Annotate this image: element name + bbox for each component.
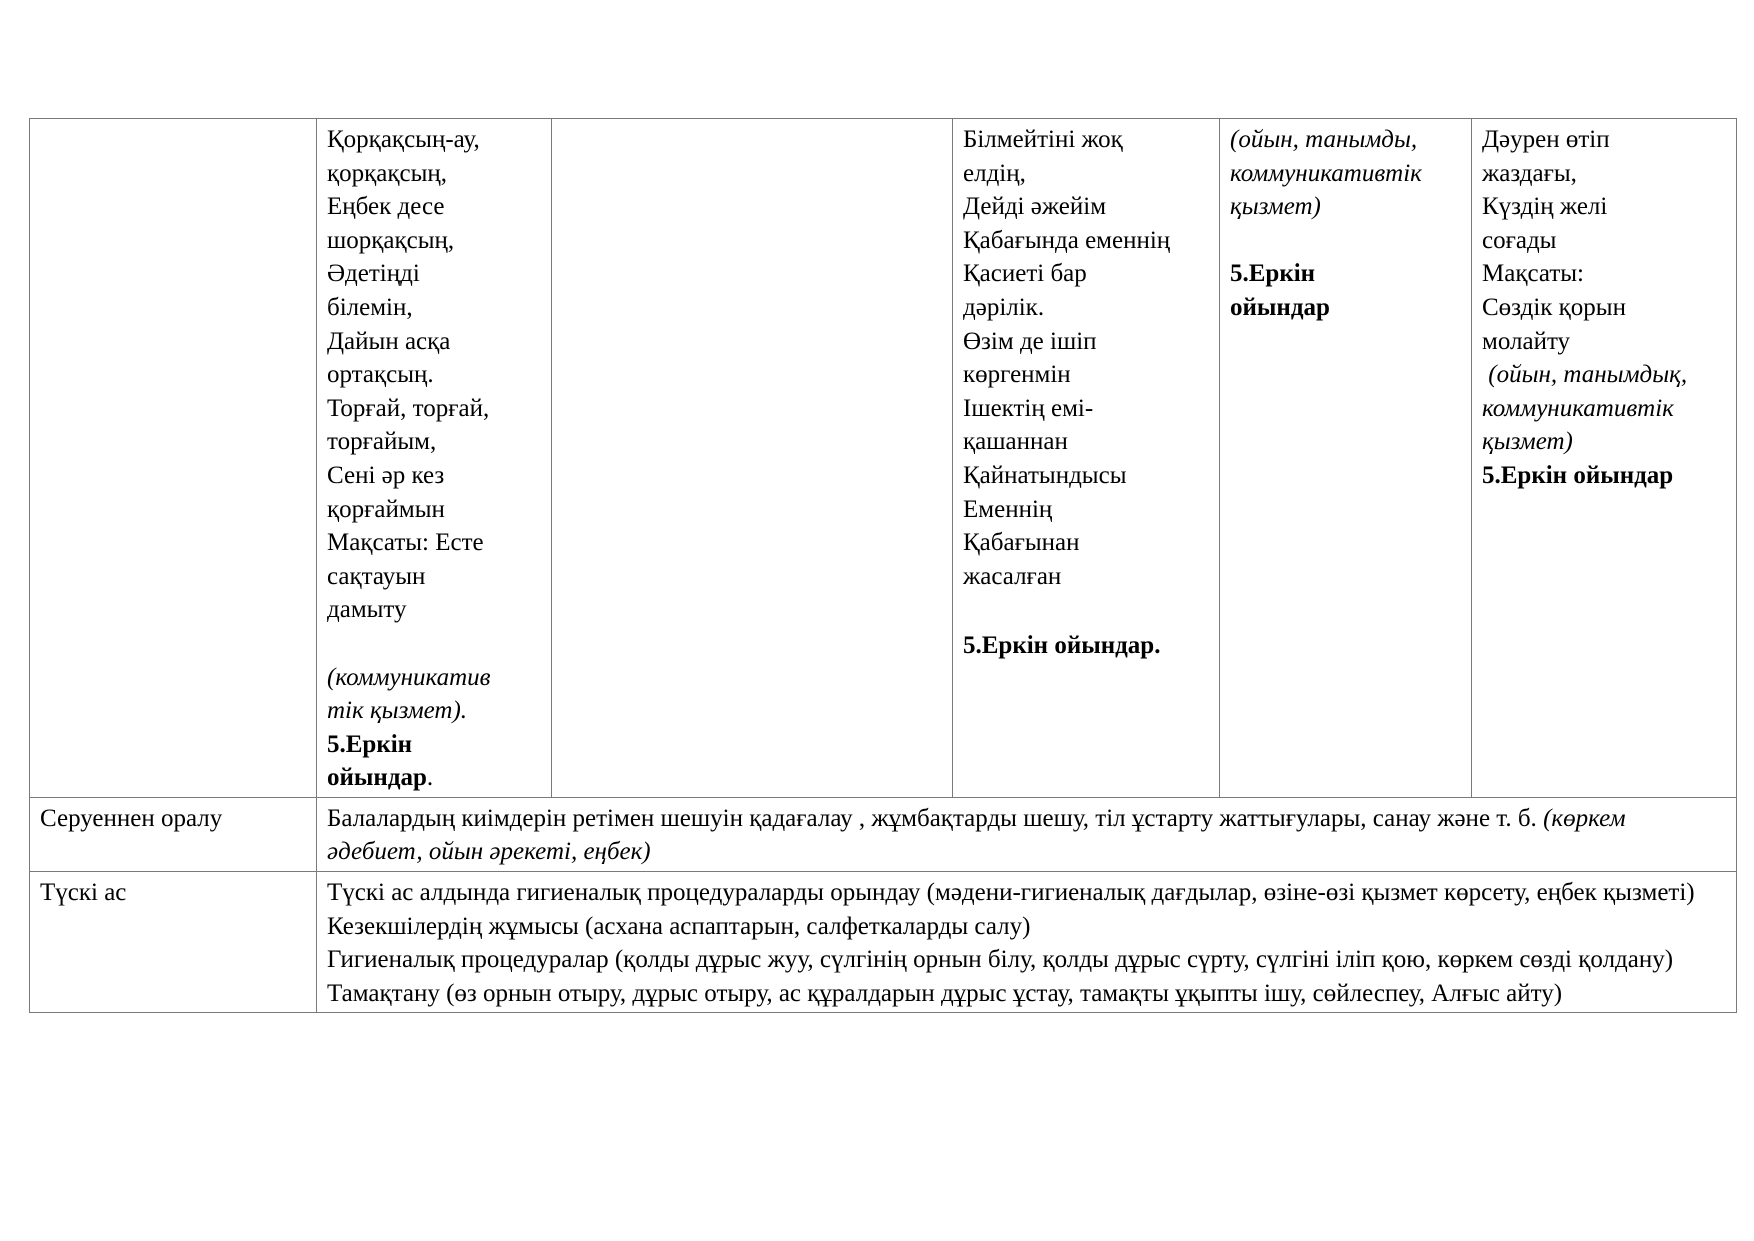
poem-line: Торғай, торғай, [327,394,490,422]
poem-line: ортақсың. [327,361,434,389]
poem-line: Дайын асқа [327,327,451,355]
free-games-heading-line [327,761,541,795]
poem-line: Қорқақсың-ау, [327,126,480,153]
free-games-heading: 5.Еркін [1230,260,1316,288]
activity-note: қызмет) [1482,428,1573,456]
spacer [963,593,1209,629]
poem-line: шорқақсың, [327,226,455,254]
poem-line: Білмейтіні жоқ [963,126,1123,153]
goal-line: Сөздік қорын [1482,293,1626,321]
poem-line: Еменнің [963,495,1053,523]
free-games-heading: 5.Еркін ойындар [1482,461,1674,489]
plan-table [29,118,1737,1013]
poem-line: қорқақсың, [327,159,448,187]
row-label-cell-empty [30,119,317,798]
activity-cell [1220,119,1472,798]
activity-note: (ойын, танымдық, [1482,361,1688,389]
goal-line: Мақсаты: [1482,260,1584,288]
spacer [327,627,541,661]
poem-line: Күздің желі [1482,193,1608,221]
poem-line: білемін, [327,293,413,321]
goal-line: молайту [1482,327,1571,355]
poem-line: Дәурен өтіп [1482,126,1610,153]
free-games-dot: . [426,764,434,792]
empty-cell [552,119,953,798]
poem-line: Қабағынан [963,529,1080,557]
poem-cell-oak [953,119,1220,798]
goal-line: Мақсаты: Есте [327,529,484,557]
poem-line: көргенмін [963,361,1071,389]
poem-line: Еңбек десе [327,193,445,221]
poem-cell-autumn [1472,119,1737,798]
poem-line: Қайнатындысы [963,461,1127,489]
row-content [317,872,1737,1013]
poem-line: Әдетіңді [327,260,420,288]
row-label: Серуеннен оралу [30,797,317,871]
poem-line: торғайым, [327,428,437,456]
return-walk-text: Балалардың киімдерін ретімен шешуін қадағалау , жұмбақтарды шешу, тіл ұстарту жаттығулары, санау және т. б. [327,804,1544,832]
poem-line: соғады [1482,226,1557,254]
poem-line: Өзім де ішіп [963,327,1097,355]
poem-line: дәрілік. [963,293,1045,321]
goal-line: дамыту [327,596,407,624]
poem-line: жаздағы, [1482,159,1577,187]
table-row-activities [30,119,1737,798]
poem-line: жасалған [963,562,1062,590]
free-games-heading: ойындар [1230,293,1330,321]
poem-line: қашаннан [963,428,1068,456]
free-games-word: ойындар [327,764,427,792]
poem-line: елдің, [963,159,1026,187]
activity-note: (көркем әдебиет, ойын әрекеті, еңбек) [327,804,1626,866]
lunch-paragraph: Кезекшілердің жұмысы (асхана аспаптарын, салфеткаларды салу) [327,912,1031,940]
lunch-paragraph: Гигиеналық процедуралар (қолды дұрыс жуу, сүлгінің орнын білу, қолды дұрыс сүрту, сүлгіні іліп қою, көркем сөзді қолдану) [327,946,1674,974]
free-games-heading: 5.Еркін ойындар. [963,632,1161,660]
poem-line: қорғаймын [327,495,445,523]
poem-line: Ішектің емі- [963,394,1094,422]
goal-line: сақтауын [327,562,426,590]
poem-line: Қасиеті бар [963,260,1087,288]
spacer [1230,224,1461,258]
lunch-paragraph: Түскі ас алдында гигиеналық процедураларды орындау (мәдени-гигиеналық дағдылар, өзіне-өзі қызмет көрсету, еңбек қызметі) [327,879,1695,907]
table-row-lunch [30,872,1737,1013]
lunch-paragraph: Тамақтану (өз орнын отыру, дұрыс отыру, ас құралдарын дұрыс ұстау, тамақты ұқыпты ішу, сөйлеспеу, Алғыс айту) [327,979,1563,1007]
activity-note: тік қызмет). [327,697,468,725]
activity-note: қызмет) [1230,193,1321,221]
activity-note: коммуникативтік [1230,159,1422,187]
poem-line: Қабағында еменнің [963,226,1171,254]
free-games-heading: 5.Еркін [327,730,413,758]
activity-note: коммуникативтік [1482,394,1674,422]
poem-cell-sparrow [317,119,552,798]
poem-line: Дейді әжейім [963,193,1107,221]
poem-line: Сені әр кез [327,461,445,489]
row-content [317,797,1737,871]
table-row-return-from-walk [30,797,1737,871]
row-label: Түскі ас [30,872,317,1013]
activity-note: (коммуникатив [327,663,491,691]
activity-note: (ойын, танымды, [1230,126,1418,153]
